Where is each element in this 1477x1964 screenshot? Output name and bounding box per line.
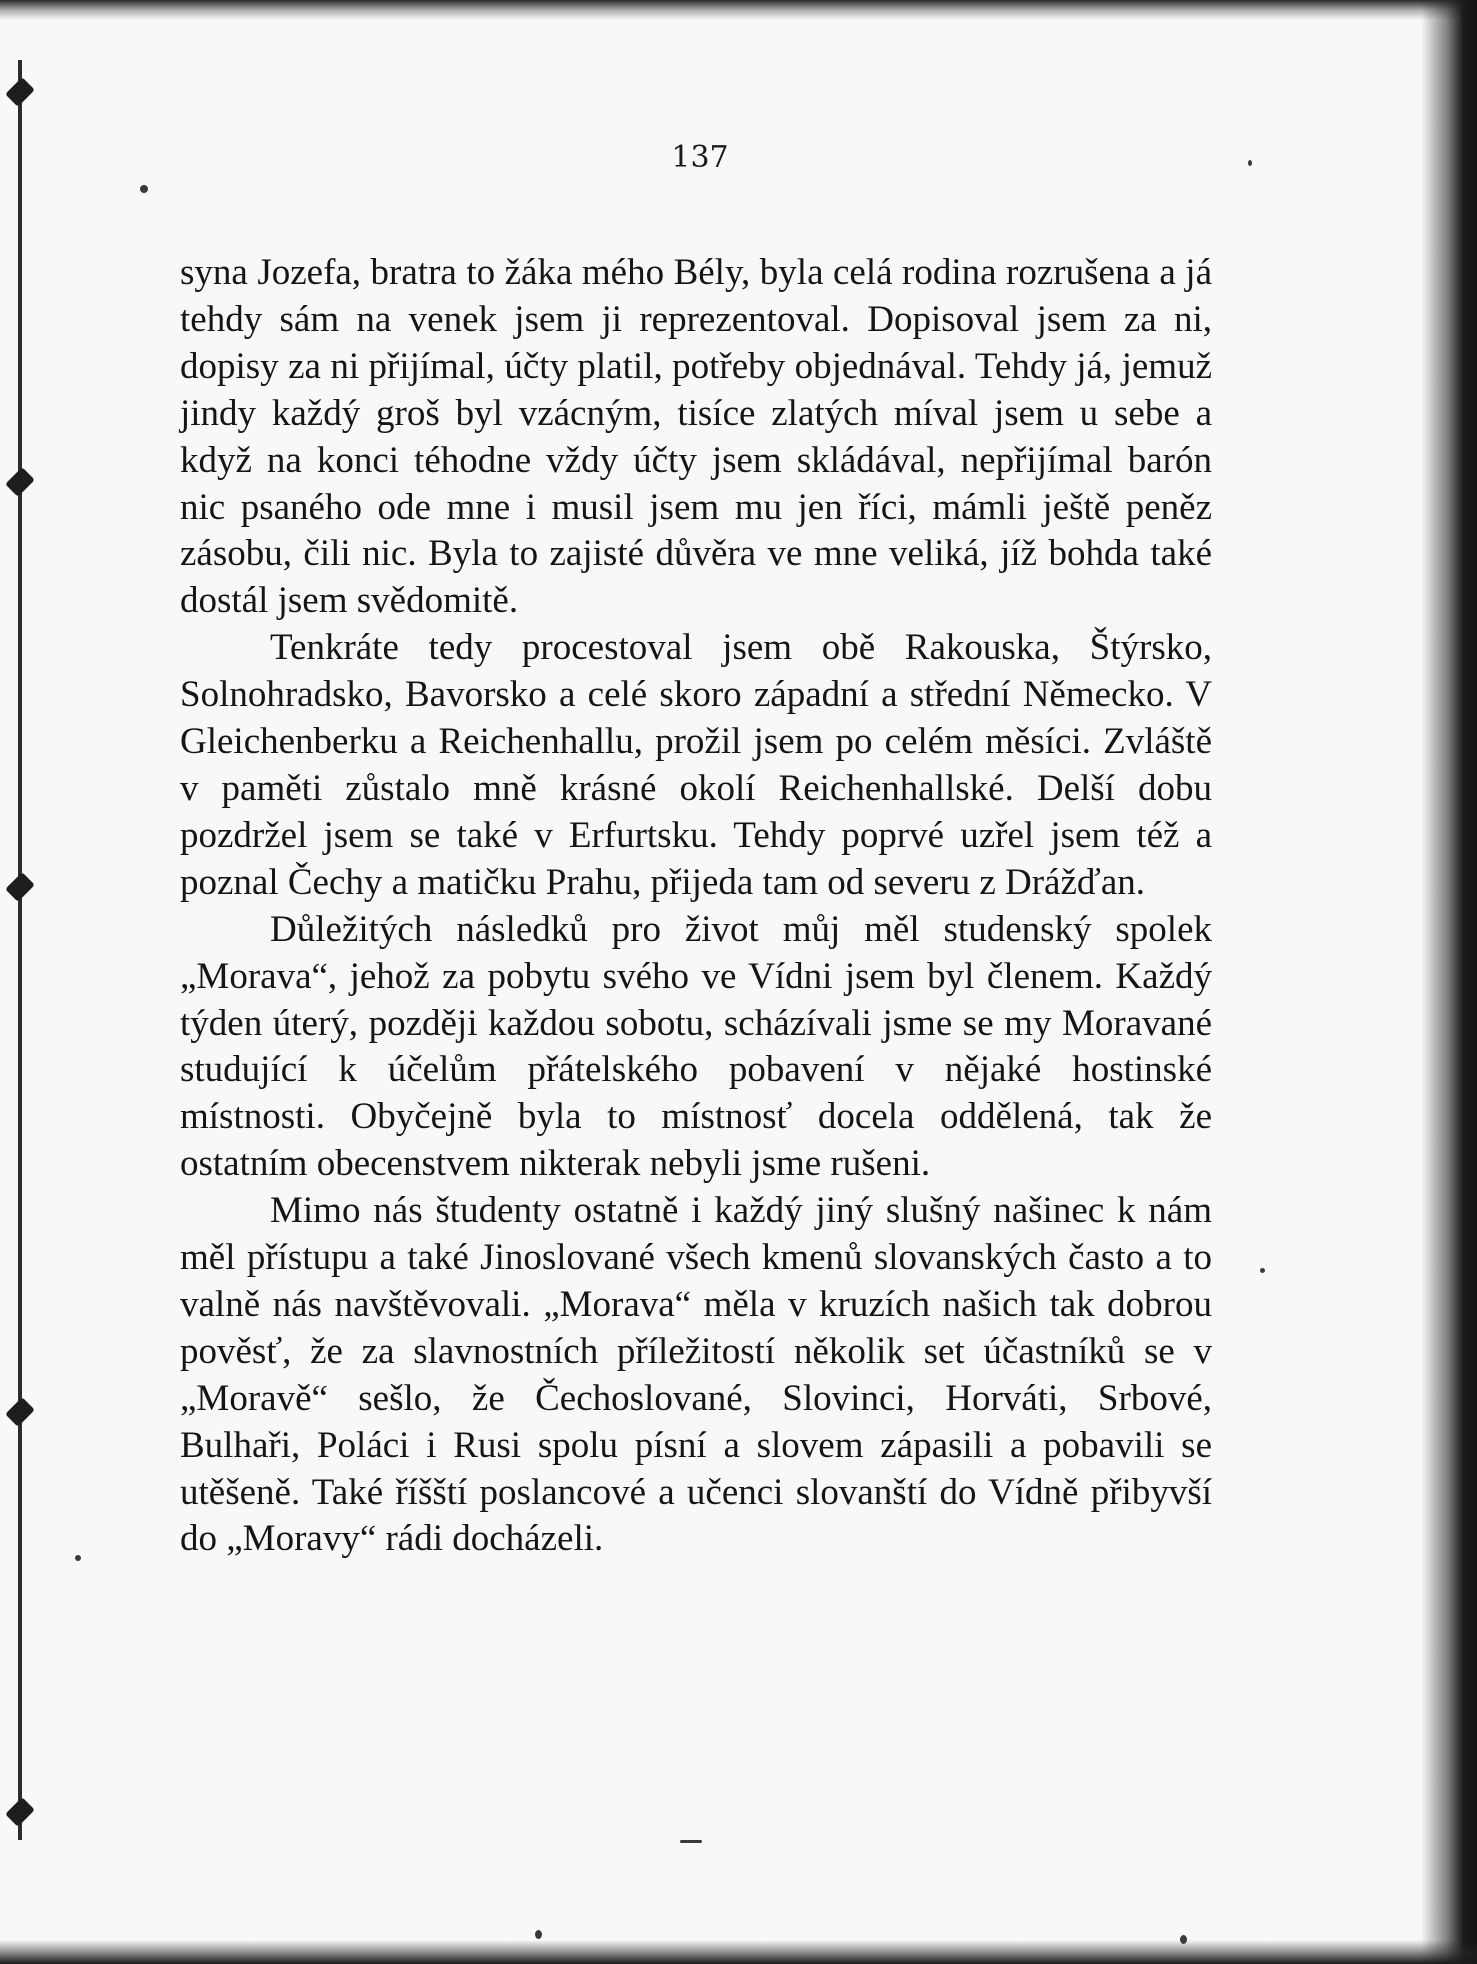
page-number: 137 xyxy=(671,140,729,175)
binding-knot xyxy=(5,1397,35,1427)
paragraph: syna Jozefa, bratra to žáka mého Bély, byla celá rodina rozrušena a já tehdy sám na venek jsem ji reprezentoval. Dopisoval jsem za ni, dopisy za ni přijímal, účty platil, potřeby objednával. Tehdy já, jemuž jindy každý groš byl vzácným, tisíce zlatých míval jsem u sebe a když na konci téhodne vždy účty jsem skládával, nepřijímal barón nic psaného ode mne i musil jsem mu jen říci, mámli ještě peněz zásobu, čili nic. Byla to zajisté důvěra ve mne veliká, jíž bohda také dostál jsem svědomitě. xyxy=(180,252,1212,622)
scan-speck xyxy=(1260,1268,1265,1273)
scan-speck xyxy=(680,1840,702,1843)
binding-knot xyxy=(5,1797,35,1827)
scan-speck xyxy=(1180,1935,1187,1944)
paragraph: Mimo nás študenty ostatně i každý jiný slušný našinec k nám měl přístupu a také Jinoslované všech kmenů slovanských často a to valně nás navštěvovali. „Morava“ měla v kruzích našich tak dobrou pověsť, že za slavnostních příležitostí několik set účastníků se v „Moravě“ sešlo, že Čechoslované, Slovinci, Horváti, Srbové, Bulhaři, Poláci i Rusi spolu písní a slovem zápasili a pobavili se utěšeně. Také říšští poslancové a učenci slovanští do Vídně přibyvší do „Moravy“ rádi docházeli. xyxy=(180,1190,1212,1560)
scan-edge-right xyxy=(1421,0,1477,1964)
body-text xyxy=(180,250,1212,1563)
binding-thread xyxy=(18,60,22,1840)
binding-knot xyxy=(5,467,35,497)
scan-speck xyxy=(75,1555,81,1561)
binding-knot xyxy=(5,77,35,107)
paragraph: Důležitých následků pro život můj měl studenský spolek „Morava“, jehož za pobytu svého ve Vídni jsem byl členem. Každý týden úterý, později každou sobotu, scházívali jsme se my Moravané studující k účelům přátelského pobavení v nějaké hostinské místnosti. Obyčejně byla to místnosť docela oddělená, tak že ostatním obecenstvem nikterak nebyli jsme rušeni. xyxy=(180,908,1212,1185)
paragraph: Tenkráte tedy procestoval jsem obě Rakouska, Štýrsko, Solnohradsko, Bavorsko a celé skoro západní a střední Německo. V Gleichenberku a Reichenhallu, prožil jsem po celém měsíci. Zvláště v paměti zůstalo mně krásné okolí Reichenhallské. Delší dobu pozdržel jsem se také v Erfurtsku. Tehdy poprvé uzřel jsem též a poznal Čechy a matičku Prahu, přijeda tam od severu z Drážďan. xyxy=(180,627,1212,903)
scan-edge-bottom xyxy=(0,1940,1477,1964)
scan-edge-top xyxy=(0,0,1477,20)
scan-speck xyxy=(535,1930,542,1939)
scan-speck xyxy=(140,185,148,193)
binding-knot xyxy=(5,872,35,902)
